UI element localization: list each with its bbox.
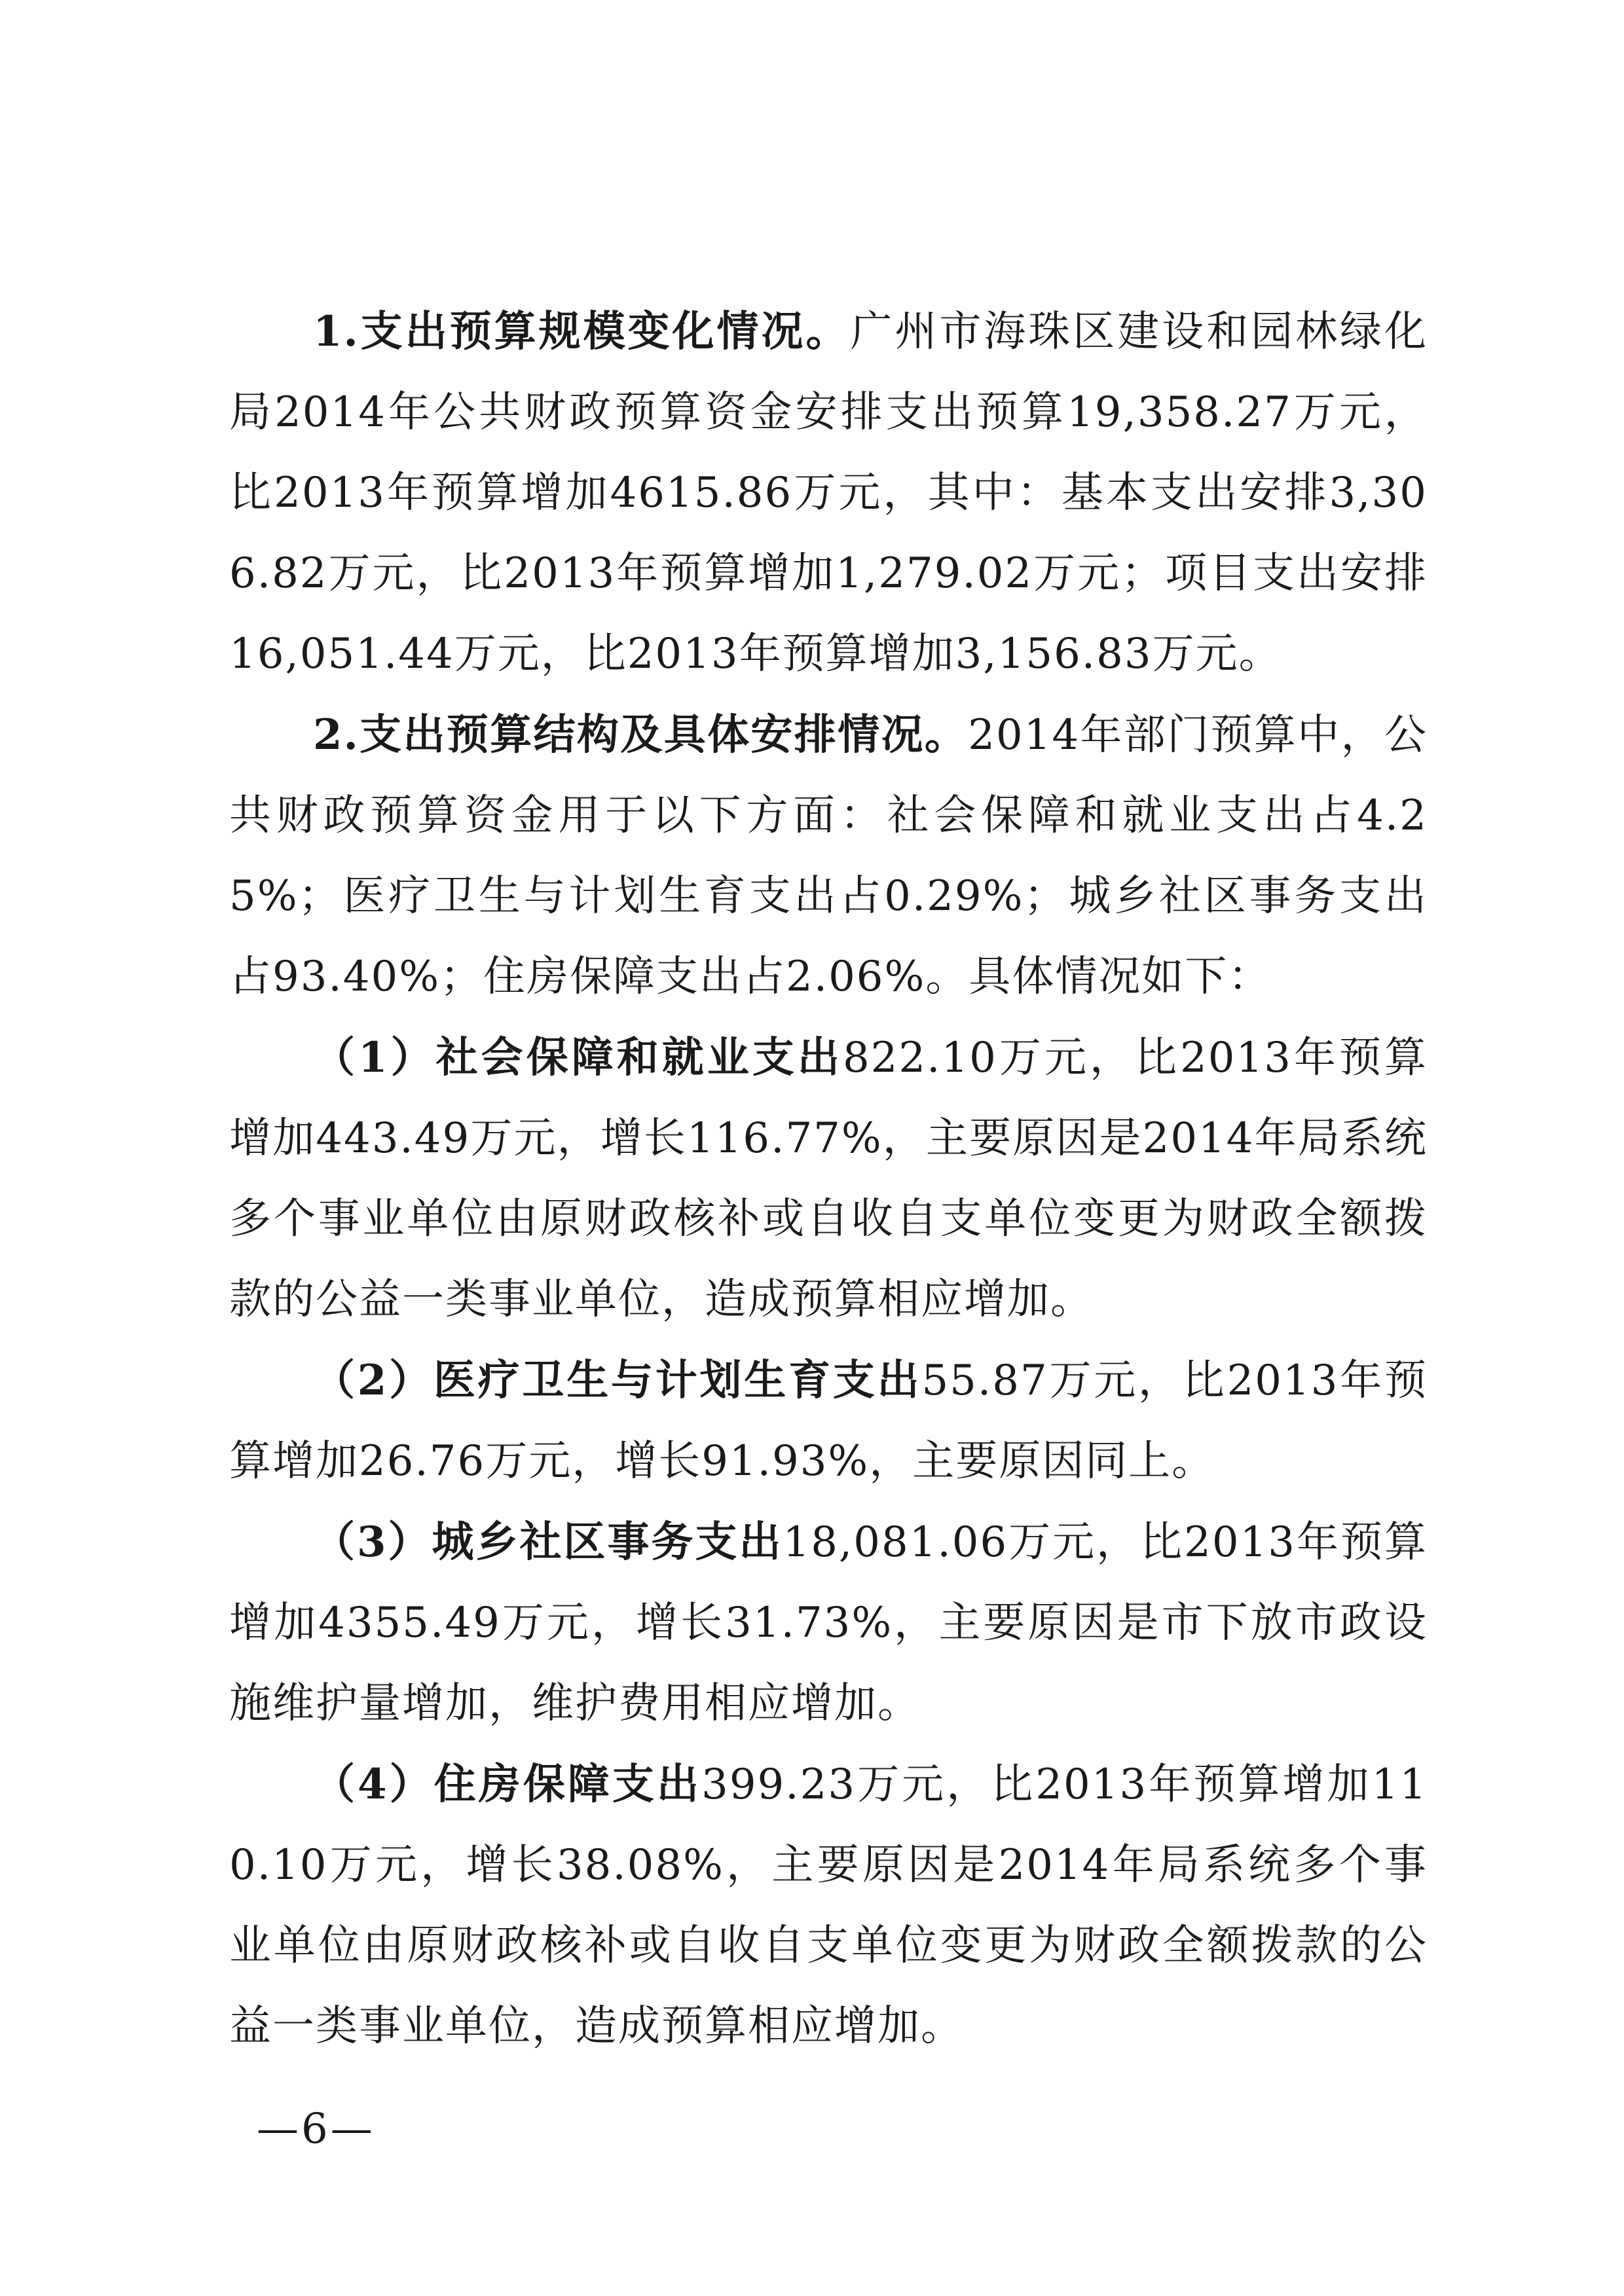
paragraph-expenditure-scale [229,291,1428,695]
document-body [229,291,1428,2067]
paragraph-text: 399.23万元，比2013年预算增加110.10万元，增长38.08%，主要原因是2014年局系统多个事业单位由原财政核补或自收自支单位变更为财政全额拨款的公益一类事业单位，造成预算相应增加。 [229,1760,1428,2050]
paragraph-text: 55.87万元，比2013年预算增加26.76万元，增长91.93%，主要原因同上。 [229,1357,1428,1485]
paragraph-heading: （4）住房保障支出 [313,1760,702,1809]
paragraph-housing-security [229,1744,1428,2067]
paragraph-text: 822.10万元，比2013年预算增加443.49万元，增长116.77%，主要原因是2014年局系统多个事业单位由原财政核补或自收自支单位变更为财政全额拨款的公益一类事业单位，造成预算相应增加。 [229,1034,1428,1324]
paragraph-text: 广州市海珠区建设和园林绿化局2014年公共财政预算资金安排支出预算19,358.27万元，比2013年预算增加4615.86万元，其中：基本支出安排3,306.82万元，比2013年预算增加1,279.02万元；项目支出安排16,051.44万元，比2013年预算增加3,156.83万元。 [229,308,1428,678]
paragraph-expenditure-structure [229,695,1428,1017]
paragraph-heading: 2.支出预算结构及具体安排情况。 [313,710,969,759]
paragraph-heading: 1.支出预算规模变化情况。 [313,307,851,356]
paragraph-community-affairs [229,1502,1428,1744]
paragraph-health-care [229,1340,1428,1502]
paragraph-text: 18,081.06万元，比2013年预算增加4355.49万元，增长31.73%，主要原因是市下放市政设施维护量增加，维护费用相应增加。 [229,1518,1428,1728]
paragraph-heading: （2）医疗卫生与计划生育支出 [313,1356,922,1405]
paragraph-heading: （3）城乡社区事务支出 [313,1518,783,1567]
paragraph-social-security [229,1017,1428,1340]
paragraph-text: 2014年部门预算中，公共财政预算资金用于以下方面：社会保障和就业支出占4.25%；医疗卫生与计划生育支出占0.29%；城乡社区事务支出占93.40%；住房保障支出占2.06%。具体情况如下： [229,711,1428,1001]
page-number: —6— [257,2105,375,2153]
paragraph-heading: （1）社会保障和就业支出 [313,1033,843,1082]
